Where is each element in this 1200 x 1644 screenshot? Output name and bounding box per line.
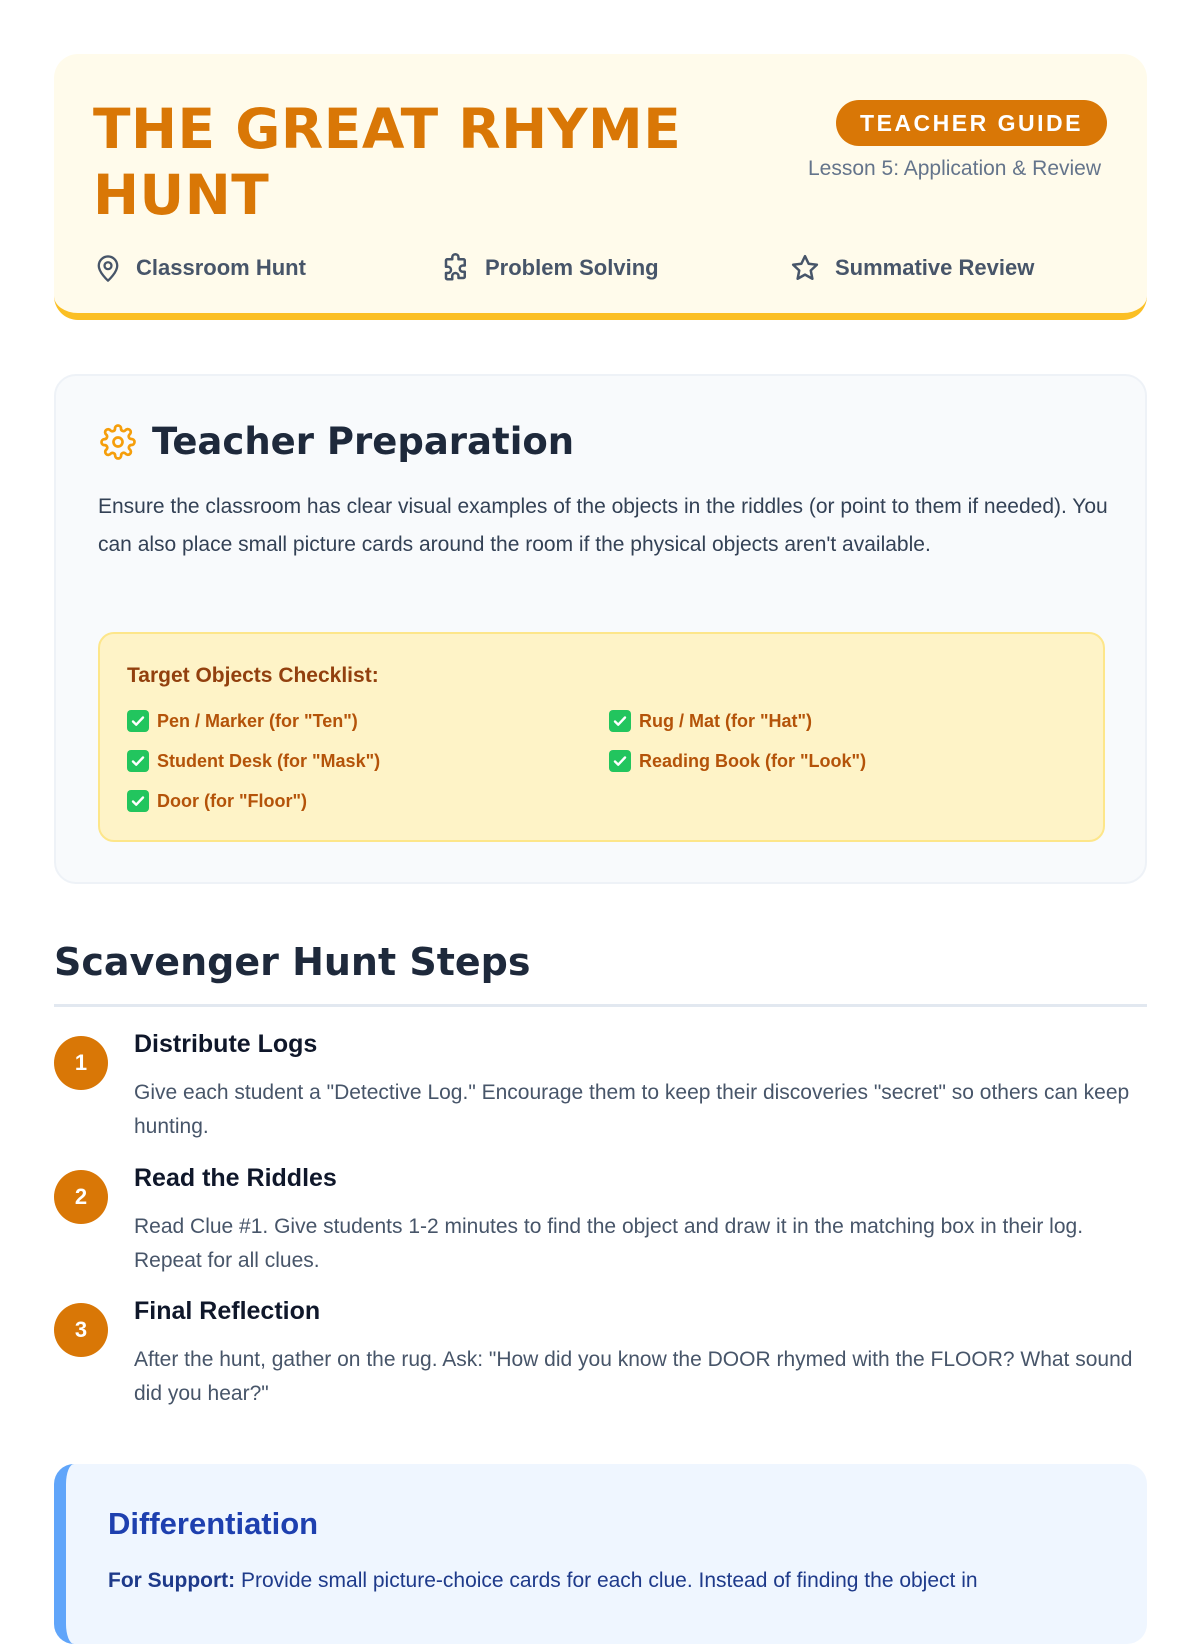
step-description: After the hunt, gather on the rug. Ask: "How did you know the DOOR rhymed with the FLOOR? What sound did you hear?" bbox=[134, 1348, 1133, 1405]
checkmark-icon bbox=[609, 750, 631, 772]
checklist-item-label: Reading Book (for "Look") bbox=[639, 750, 867, 771]
prep-description: Ensure the classroom has clear visual examples of the objects in the riddles (or point to them if needed). You can also place small picture cards around the room if the physical objects aren't available. bbox=[98, 495, 1108, 556]
checklist-item bbox=[127, 748, 380, 774]
support-text bbox=[108, 1564, 1128, 1598]
support-description: Provide small picture-choice cards for each clue. Instead of finding the object in bbox=[240, 1569, 978, 1592]
checklist-item bbox=[127, 788, 307, 814]
teacher-preparation-card bbox=[54, 374, 1147, 884]
checkmark-icon bbox=[609, 710, 631, 732]
section-divider bbox=[54, 1004, 1147, 1007]
steps-section-title: Scavenger Hunt Steps bbox=[54, 940, 531, 984]
checkmark-icon bbox=[127, 790, 149, 812]
checklist-item-label: Student Desk (for "Mask") bbox=[157, 750, 381, 771]
meta-label: Summative Review bbox=[835, 255, 1035, 280]
checklist-item-label: Pen / Marker (for "Ten") bbox=[157, 710, 358, 731]
target-objects-checklist bbox=[98, 632, 1105, 842]
checklist-item bbox=[609, 708, 812, 734]
step-number-badge: 3 bbox=[54, 1303, 108, 1357]
step-title: Final Reflection bbox=[134, 1297, 321, 1325]
lesson-header-card bbox=[54, 54, 1147, 320]
teacher-guide-badge: TEACHER GUIDE bbox=[836, 100, 1107, 146]
lesson-subtitle: Lesson 5: Application & Review bbox=[808, 157, 1102, 180]
prep-title: Teacher Preparation bbox=[152, 420, 575, 463]
differentiation-title: Differentiation bbox=[108, 1506, 319, 1541]
meta-label: Problem Solving bbox=[485, 255, 659, 280]
checklist-title: Target Objects Checklist: bbox=[127, 664, 379, 687]
checklist-item bbox=[127, 708, 358, 734]
checklist-item-label: Door (for "Floor") bbox=[157, 790, 308, 811]
checkmark-icon bbox=[127, 710, 149, 732]
checklist-item bbox=[609, 748, 866, 774]
puzzle-icon bbox=[441, 253, 471, 283]
page-title: THE GREAT RHYME HUNT bbox=[93, 97, 682, 227]
step-description: Give each student a "Detective Log." Encourage them to keep their discoveries "secret" so others can keep hunting. bbox=[134, 1081, 1130, 1138]
differentiation-card bbox=[54, 1464, 1147, 1644]
meta-classroom-hunt bbox=[94, 250, 306, 286]
meta-label: Classroom Hunt bbox=[136, 255, 306, 280]
step-title: Read the Riddles bbox=[134, 1164, 337, 1192]
prep-heading bbox=[100, 420, 574, 463]
step-number-badge: 1 bbox=[54, 1036, 108, 1090]
meta-problem-solving bbox=[441, 250, 659, 286]
checklist-item-label: Rug / Mat (for "Hat") bbox=[639, 710, 813, 731]
support-label: For Support: bbox=[108, 1569, 236, 1592]
step-title: Distribute Logs bbox=[134, 1030, 318, 1058]
star-icon bbox=[789, 253, 821, 283]
gear-icon bbox=[100, 424, 136, 460]
step-number-badge: 2 bbox=[54, 1170, 108, 1224]
step-description: Read Clue #1. Give students 1-2 minutes to find the object and draw it in the matching box in their log. Repeat for all clues. bbox=[134, 1215, 1084, 1272]
meta-summative-review bbox=[789, 250, 1034, 286]
map-pin-icon bbox=[94, 253, 122, 283]
checkmark-icon bbox=[127, 750, 149, 772]
